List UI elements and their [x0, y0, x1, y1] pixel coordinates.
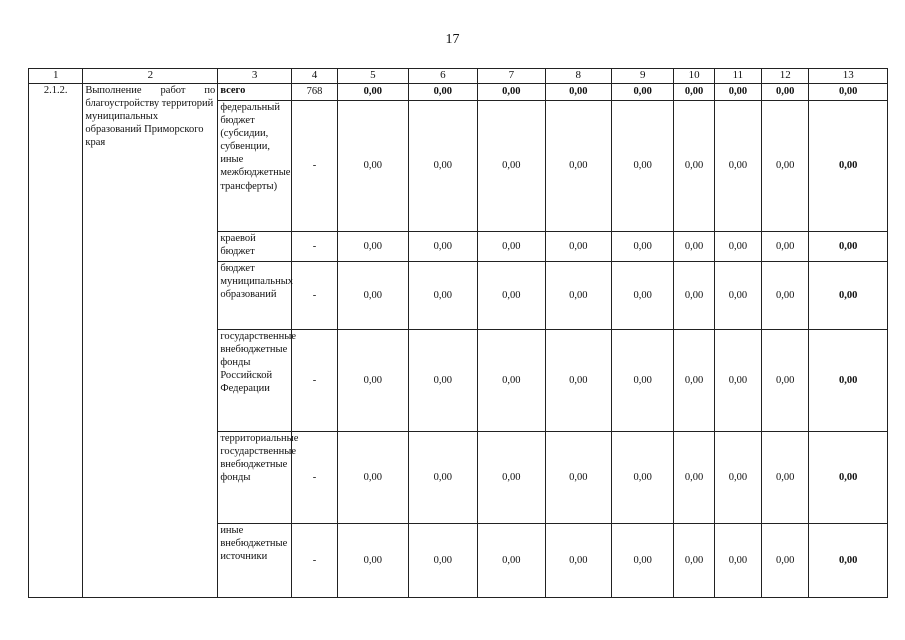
item-name-word: по [204, 84, 216, 96]
col-number-5: 5 [338, 69, 408, 84]
amount-cell: 0,00 [809, 329, 888, 431]
amount-cell: 0,00 [612, 523, 674, 597]
amount-cell: 0,00 [408, 431, 477, 523]
amount-cell: 0,00 [545, 329, 611, 431]
amount-cell: 0,00 [478, 329, 545, 431]
amount-cell: 0,00 [338, 83, 408, 100]
amount-cell: 0,00 [674, 100, 714, 231]
col-number-9: 9 [612, 69, 674, 84]
amount-cell: 0,00 [478, 100, 545, 231]
col-number-12: 12 [762, 69, 809, 84]
budget-code: - [291, 523, 337, 597]
amount-cell: 0,00 [478, 431, 545, 523]
amount-cell: 0,00 [762, 261, 809, 329]
amount-cell: 0,00 [714, 329, 761, 431]
table-body [29, 69, 888, 598]
funding-source: бюджет муниципальных образований [218, 261, 292, 329]
col-number-1: 1 [29, 69, 83, 84]
column-number-row [29, 69, 888, 84]
amount-cell: 0,00 [612, 83, 674, 100]
amount-cell: 0,00 [714, 100, 761, 231]
amount-cell: 0,00 [338, 231, 408, 261]
amount-cell: 0,00 [338, 329, 408, 431]
amount-cell: 0,00 [408, 100, 477, 231]
col-number-6: 6 [408, 69, 477, 84]
amount-cell: 0,00 [545, 523, 611, 597]
amount-cell: 0,00 [809, 231, 888, 261]
amount-cell: 0,00 [545, 261, 611, 329]
amount-cell: 0,00 [478, 523, 545, 597]
amount-cell: 0,00 [809, 431, 888, 523]
amount-cell: 0,00 [612, 431, 674, 523]
budget-code: - [291, 100, 337, 231]
amount-cell: 0,00 [714, 231, 761, 261]
budget-code: 768 [291, 83, 337, 100]
col-number-11: 11 [714, 69, 761, 84]
amount-cell: 0,00 [714, 523, 761, 597]
amount-cell: 0,00 [714, 261, 761, 329]
page-number: 17 [445, 32, 460, 47]
item-name-rest: благоустройству территорий муниципальных образований Приморского края [85, 97, 214, 149]
budget-code: - [291, 431, 337, 523]
col-number-7: 7 [478, 69, 545, 84]
amount-cell: 0,00 [674, 329, 714, 431]
amount-cell: 0,00 [338, 261, 408, 329]
amount-cell: 0,00 [674, 523, 714, 597]
amount-cell: 0,00 [762, 83, 809, 100]
budget-code: - [291, 261, 337, 329]
amount-cell: 0,00 [408, 329, 477, 431]
amount-cell: 0,00 [674, 231, 714, 261]
amount-cell: 0,00 [408, 83, 477, 100]
amount-cell: 0,00 [809, 523, 888, 597]
amount-cell: 0,00 [478, 261, 545, 329]
amount-cell: 0,00 [714, 83, 761, 100]
amount-cell: 0,00 [545, 83, 611, 100]
col-number-2: 2 [83, 69, 218, 84]
amount-cell: 0,00 [545, 231, 611, 261]
amount-cell: 0,00 [478, 231, 545, 261]
amount-cell: 0,00 [408, 231, 477, 261]
funding-source: краевой бюджет [218, 231, 292, 261]
funding-source: территориальные государственные внебюджетные фонды [218, 431, 292, 523]
funding-source: всего [218, 83, 292, 100]
amount-cell: 0,00 [674, 83, 714, 100]
amount-cell: 0,00 [762, 329, 809, 431]
amount-cell: 0,00 [478, 83, 545, 100]
amount-cell: 0,00 [612, 100, 674, 231]
amount-cell: 0,00 [674, 431, 714, 523]
item-name-word: работ [160, 84, 186, 96]
amount-cell: 0,00 [809, 83, 888, 100]
col-number-8: 8 [545, 69, 611, 84]
item-index: 2.1.2. [29, 83, 83, 597]
amount-cell: 0,00 [338, 431, 408, 523]
amount-cell: 0,00 [408, 261, 477, 329]
budget-code: - [291, 231, 337, 261]
budget-table [28, 68, 888, 598]
amount-cell: 0,00 [762, 231, 809, 261]
col-number-10: 10 [674, 69, 714, 84]
amount-cell: 0,00 [714, 431, 761, 523]
item-name-word: Выполнение [85, 84, 142, 96]
amount-cell: 0,00 [612, 231, 674, 261]
amount-cell: 0,00 [338, 523, 408, 597]
amount-cell: 0,00 [674, 261, 714, 329]
amount-cell: 0,00 [545, 100, 611, 231]
col-number-3: 3 [218, 69, 292, 84]
amount-cell: 0,00 [338, 100, 408, 231]
amount-cell: 0,00 [762, 100, 809, 231]
amount-cell: 0,00 [612, 329, 674, 431]
amount-cell: 0,00 [408, 523, 477, 597]
amount-cell: 0,00 [809, 100, 888, 231]
funding-source: иные внебюджетные источники [218, 523, 292, 597]
funding-source: федеральный бюджет (субсидии, субвенции, иные межбюджетные трансферты) [218, 100, 292, 231]
item-name-first-line [85, 84, 215, 97]
col-number-4: 4 [291, 69, 337, 84]
col-number-13: 13 [809, 69, 888, 84]
amount-cell: 0,00 [809, 261, 888, 329]
amount-cell: 0,00 [545, 431, 611, 523]
amount-cell: 0,00 [612, 261, 674, 329]
amount-cell: 0,00 [762, 431, 809, 523]
budget-code: - [291, 329, 337, 431]
amount-cell: 0,00 [762, 523, 809, 597]
funding-source: государственные внебюджетные фонды Российской Федерации [218, 329, 292, 431]
item-name [83, 83, 218, 597]
total-row [29, 83, 888, 100]
